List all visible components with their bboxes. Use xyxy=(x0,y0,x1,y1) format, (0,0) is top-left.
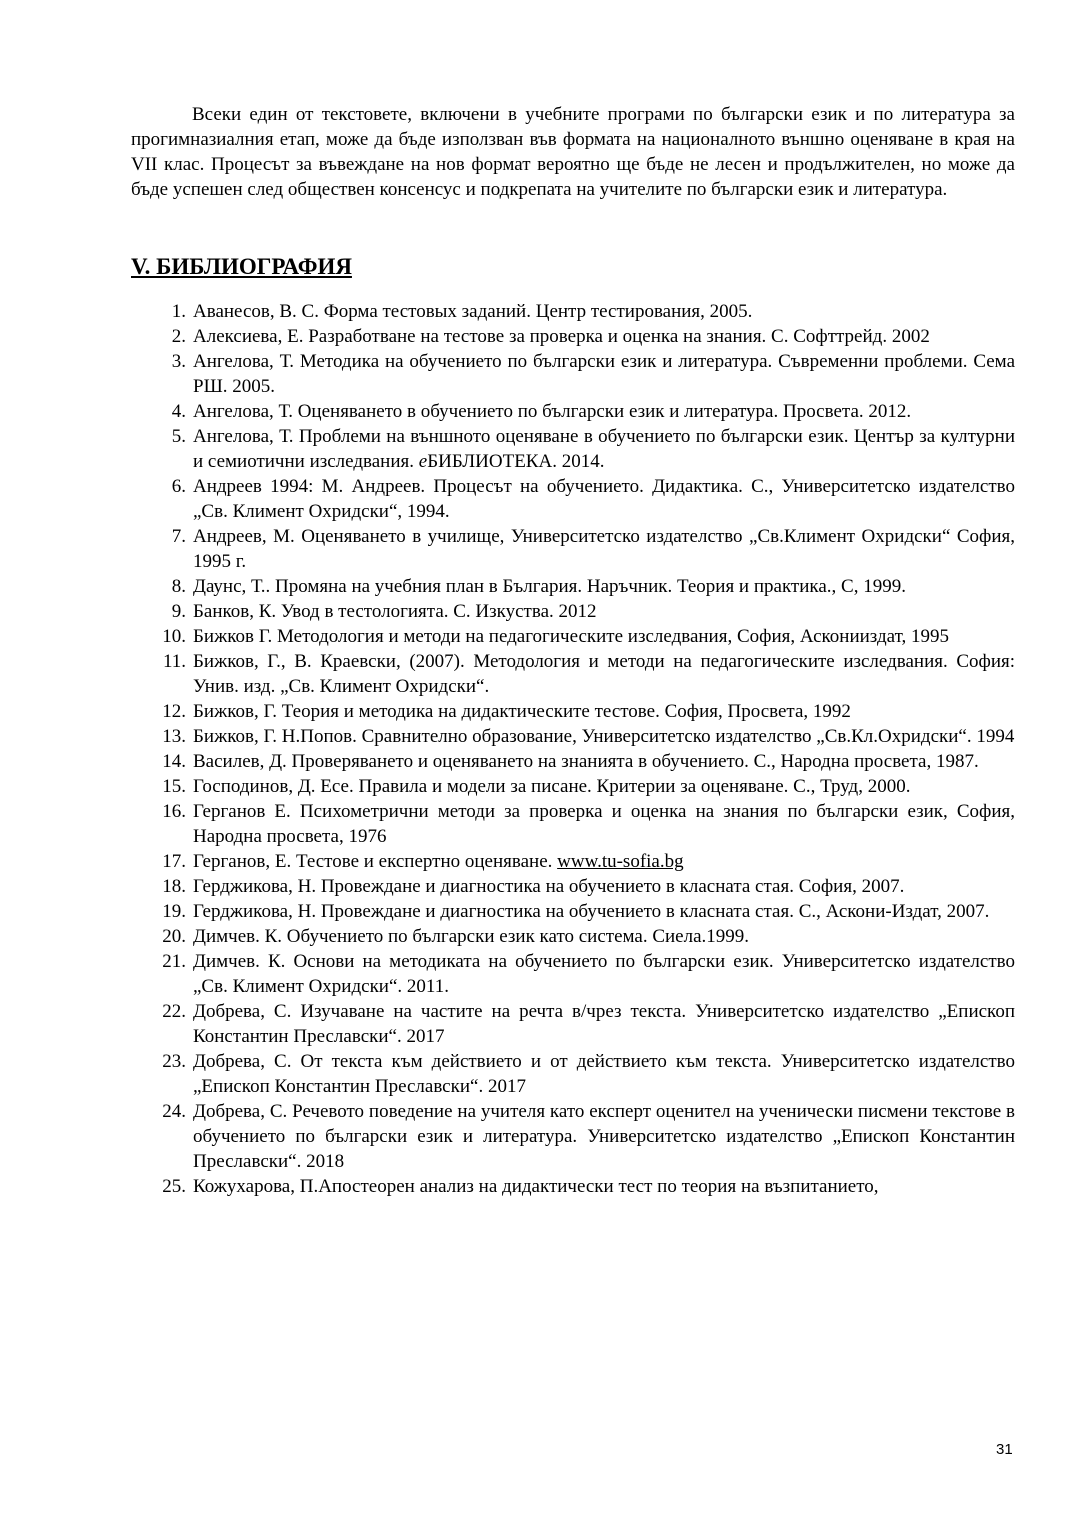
item-number: 10. xyxy=(162,626,186,647)
item-text: Даунс, Т.. Промяна на учебния план в България. Наръчник. Теория и практика., С, 1999. xyxy=(193,576,906,597)
bibliography-item xyxy=(131,349,1015,399)
item-text: Добрева, С. Речевото поведение на учителя като експерт оценител на ученически писмени текстове в обучението по български език и литература. Университетско издателство „Епископ Константин Преславски“. 2018 xyxy=(193,1101,1015,1172)
item-number: 19. xyxy=(162,901,186,922)
item-text: Андреев 1994: М. Андреев. Процесът на обучението. Дидактика. С., Университетско издателство „Св. Климент Охридски“, 1994. xyxy=(193,476,1015,522)
bibliography-item xyxy=(131,774,1015,799)
bibliography-item xyxy=(131,649,1015,699)
bibliography-item xyxy=(131,324,1015,349)
item-text: Добрева, С. Изучаване на частите на речта в/чрез текста. Университетско издателство „Епископ Константин Преславски“. 2017 xyxy=(193,1001,1015,1047)
intro-paragraph: Всеки един от текстовете, включени в учебните програми по български език и по литература за прогимназиалния етап, може да бъде използван във формата на националното външно оценяване в края на VII клас. Процесът за въвеждане на нов формат вероятно ще бъде не лесен и продължителен, но може да бъде успешен след обществен консенсус и подкрепата на учителите по български език и литература. xyxy=(131,104,1015,200)
item-number: 15. xyxy=(162,776,186,797)
bibliography-item xyxy=(131,924,1015,949)
item-text: Бижков Г. Методология и методи на педагогическите изследвания, София, Асконииздат, 1995 xyxy=(193,626,949,647)
item-text: Ангелова, Т. Методика на обучението по български език и литература. Съвременни проблеми. Сема РШ. 2005. xyxy=(193,351,1015,397)
item-number: 23. xyxy=(162,1051,186,1072)
item-text: Герджикова, Н. Провеждане и диагностика на обучението в класната стая. С., Аскони-Издат, 2007. xyxy=(193,901,990,922)
item-text: Банков, К. Увод в тестологията. С. Изкуства. 2012 xyxy=(193,601,597,622)
bibliography-item xyxy=(131,1174,1015,1199)
item-text: Бижков, Г., В. Краевски, (2007). Методология и методи на педагогическите изследвания. София: Унив. изд. „Св. Климент Охридски“. xyxy=(193,651,1015,697)
bibliography-item xyxy=(131,524,1015,574)
item-text: Димчев. К. Основи на методиката на обучението по български език. Университетско издателство „Св. Климент Охридски“. 2011. xyxy=(193,951,1015,997)
bibliography-item xyxy=(131,874,1015,899)
item-number: 24. xyxy=(162,1101,186,1122)
bibliography-item xyxy=(131,624,1015,649)
item-number: 3. xyxy=(171,351,186,372)
bibliography-item xyxy=(131,849,1015,874)
item-number: 5. xyxy=(171,426,186,447)
item-number: 21. xyxy=(162,951,186,972)
item-text: Ангелова, Т. Оценяването в обучението по български език и литература. Просвета. 2012. xyxy=(193,401,912,422)
bibliography-item xyxy=(131,699,1015,724)
bibliography-item xyxy=(131,1049,1015,1099)
bibliography-item xyxy=(131,574,1015,599)
item-text: Бижков, Г. Теория и методика на дидактическите тестове. София, Просвета, 1992 xyxy=(193,701,851,722)
item-number: 7. xyxy=(171,526,186,547)
bibliography-list xyxy=(131,299,1015,1199)
item-text: Господинов, Д. Есе. Правила и модели за писане. Критерии за оценяване. С., Труд, 2000. xyxy=(193,776,911,797)
item-text: Герганов Е. Психометрични методи за проверка и оценка на знания по български език, София, Народна просвета, 1976 xyxy=(193,801,1015,847)
item-number: 2. xyxy=(171,326,186,347)
bibliography-item xyxy=(131,299,1015,324)
item-number: 4. xyxy=(171,401,186,422)
item-number: 8. xyxy=(171,576,186,597)
item-text: Герджикова, Н. Провеждане и диагностика на обучението в класната стая. София, 2007. xyxy=(193,876,905,897)
bibliography-item xyxy=(131,599,1015,624)
item-text: Димчев. К. Обучението по български език като система. Сиела.1999. xyxy=(193,926,750,947)
item-number: 9. xyxy=(171,601,186,622)
item-text: БИБЛИОТЕКА. 2014. xyxy=(427,451,605,472)
bibliography-item xyxy=(131,949,1015,999)
item-number: 17. xyxy=(162,851,186,872)
page-number: 31 xyxy=(996,1441,1013,1458)
item-text: Кожухарова, П.Апостеорен анализ на дидактически тест по теория на възпитанието, xyxy=(193,1176,879,1197)
item-text: Герганов, Е. Тестове и експертно оценяване. xyxy=(193,851,558,872)
bibliography-item xyxy=(131,424,1015,474)
website-link[interactable]: www.tu-sofia.bg xyxy=(557,851,684,872)
item-text: Василев, Д. Проверяването и оценяването на знанията в обучението. С., Народна просвета, 1987. xyxy=(193,751,979,772)
section-heading-bibliography: V. БИБЛИОГРАФИЯ xyxy=(131,254,352,279)
item-number: 1. xyxy=(171,301,186,322)
bibliography-item xyxy=(131,724,1015,749)
bibliography-item xyxy=(131,799,1015,849)
item-text-italic: е xyxy=(418,451,428,472)
bibliography-item xyxy=(131,999,1015,1049)
item-text: Андреев, М. Оценяването в училище, Университетско издателство „Св.Климент Охридски“ София, 1995 г. xyxy=(193,526,1015,572)
item-number: 6. xyxy=(171,476,186,497)
item-number: 11. xyxy=(162,651,186,672)
item-number: 13. xyxy=(162,726,186,747)
item-number: 22. xyxy=(162,1001,186,1022)
item-text: Ангелова, Т. Проблеми на външното оценяване в обучението по български език. Център за културни и семиотични изследвания. xyxy=(193,426,1015,472)
bibliography-item xyxy=(131,1099,1015,1174)
item-text: Аванесов, В. С. Форма тестовых заданий. Центр тестирования, 2005. xyxy=(193,301,753,322)
item-text: Алексиева, Е. Разработване на тестове за проверка и оценка на знания. С. Софттрейд. 2002 xyxy=(193,326,930,347)
item-number: 25. xyxy=(162,1176,186,1197)
item-number: 20. xyxy=(162,926,186,947)
bibliography-item xyxy=(131,749,1015,774)
item-number: 16. xyxy=(162,801,186,822)
bibliography-item xyxy=(131,474,1015,524)
item-number: 18. xyxy=(162,876,186,897)
item-text: Добрева, С. От текста към действието и от действието към текста. Университетско издателство „Епископ Константин Преславски“. 2017 xyxy=(193,1051,1015,1097)
bibliography-item xyxy=(131,899,1015,924)
item-number: 12. xyxy=(162,701,186,722)
item-number: 14. xyxy=(162,751,186,772)
item-text: Бижков, Г. Н.Попов. Сравнително образование, Университетско издателство „Св.Кл.Охридски“. 1994 xyxy=(193,726,1015,747)
bibliography-item xyxy=(131,399,1015,424)
